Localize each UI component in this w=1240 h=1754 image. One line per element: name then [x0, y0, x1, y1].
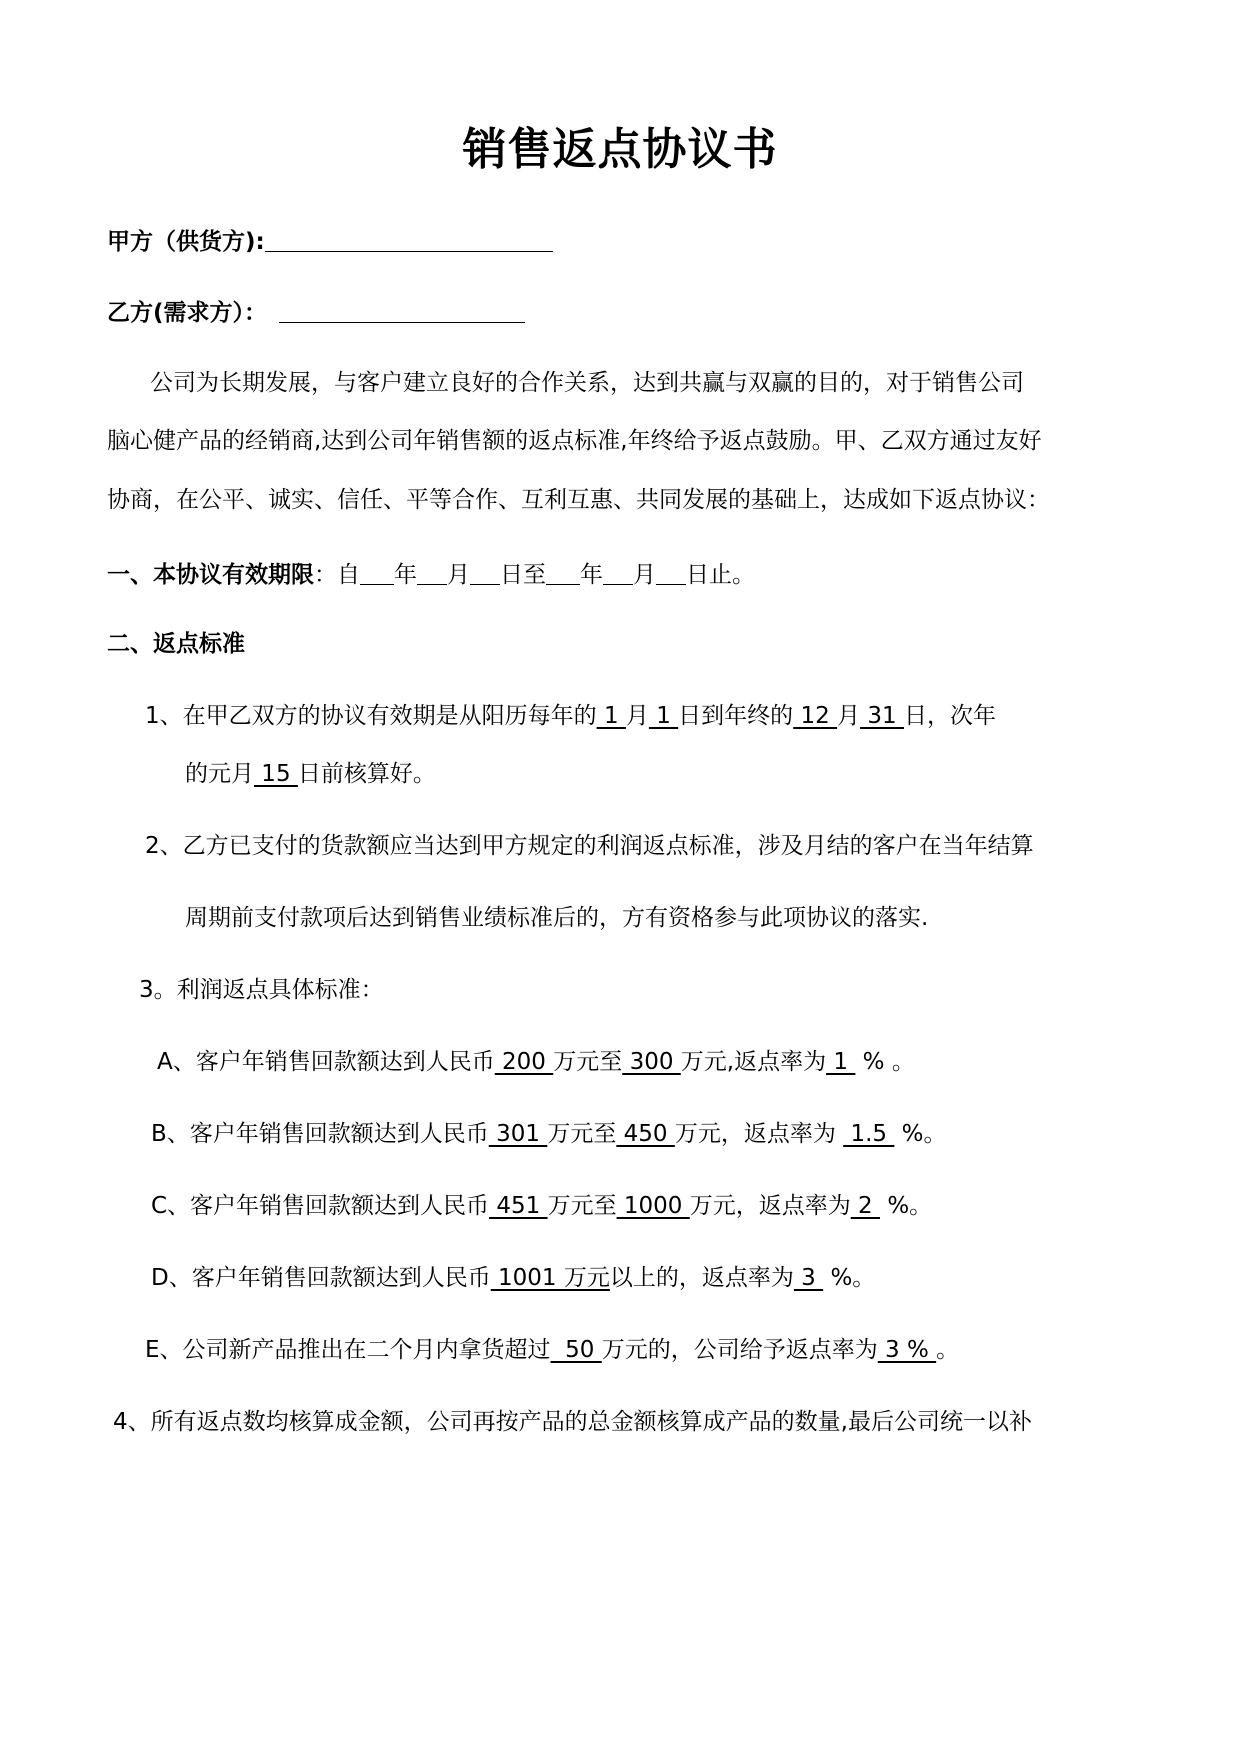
tier-text: 万元,返点率为	[680, 1049, 827, 1075]
tier-e-amount: 50	[550, 1337, 602, 1363]
intro-line-3: 协商，在公平、诚实、信任、平等合作、互利互惠、共同发展的基础上，达成如下返点协议：	[107, 487, 1050, 513]
item2-line-1: 2、乙方已支付的货款额应当达到甲方规定的利润返点标准，涉及月结的客户在当年结算	[145, 833, 1034, 859]
section1-text: 月	[633, 562, 656, 588]
tier-b	[151, 1123, 947, 1146]
tier-d-rate: 3	[793, 1265, 824, 1291]
tier-text: %。	[880, 1193, 933, 1219]
start-month-value: 1	[596, 703, 626, 729]
party-a-line	[107, 229, 553, 254]
tier-text: 。	[936, 1337, 960, 1363]
section2-heading: 二、返点标准	[107, 631, 245, 657]
tier-b-min: 301	[488, 1121, 548, 1147]
section1-text: 年	[580, 562, 603, 588]
tier-text: A、客户年销售回款额达到人民币	[157, 1049, 495, 1075]
item1-text: 月	[837, 703, 861, 729]
item1-text: 月	[625, 703, 649, 729]
tier-b-max: 450	[616, 1121, 675, 1147]
tier-a-rate: 1	[826, 1049, 856, 1075]
section1-text: 年	[394, 562, 417, 588]
tier-c-max: 1000	[616, 1193, 690, 1219]
section1-line	[107, 562, 755, 587]
section1-heading: 一、本协议有效期限	[107, 562, 314, 588]
tier-text: 万元至	[547, 1193, 617, 1219]
tier-text: % 。	[855, 1049, 915, 1075]
tier-a-min: 200	[494, 1049, 554, 1075]
settle-day-value: 15	[254, 761, 298, 787]
item1-text: 1、在甲乙双方的协议有效期是从阳历每年的	[145, 703, 597, 729]
party-a-label: 甲方（供货方):	[107, 229, 265, 255]
tier-text: 万元至	[547, 1121, 617, 1147]
tier-c-rate: 2	[850, 1193, 881, 1219]
section1-text: 日止。	[686, 562, 755, 588]
item2-line-2: 周期前支付款项后达到销售业绩标准后的，方有资格参与此项协议的落实.	[185, 905, 929, 931]
item4-line-1: 4、所有返点数均核算成金额，公司再按产品的总金额核算成产品的数量,最后公司统一以补	[113, 1409, 1032, 1435]
tier-a	[157, 1051, 915, 1074]
intro-line-1: 公司为长期发展，与客户建立良好的合作关系，达到共赢与双赢的目的，对于销售公司	[150, 370, 1024, 396]
tier-text: 以上的，返点率为	[609, 1265, 794, 1291]
party-b-blank[interactable]	[279, 300, 525, 323]
start-year-blank[interactable]	[360, 562, 394, 585]
party-b-label: 乙方(需求方）：	[107, 300, 268, 326]
end-month-blank[interactable]	[603, 562, 633, 585]
end-day-value: 31	[860, 703, 904, 729]
tier-d-min: 1001 万元	[490, 1265, 610, 1291]
end-month-value: 12	[793, 703, 838, 729]
document-title: 销售返点协议书	[462, 124, 778, 175]
tier-text: %。	[894, 1121, 947, 1147]
party-a-blank[interactable]	[265, 229, 553, 252]
tier-a-max: 300	[622, 1049, 681, 1075]
tier-text: D、客户年销售回款额达到人民币	[151, 1265, 491, 1291]
section1-text: ：自	[314, 562, 360, 588]
tier-c	[151, 1195, 932, 1218]
tier-text: C、客户年销售回款额达到人民币	[151, 1193, 490, 1219]
tier-d	[151, 1267, 875, 1290]
end-year-blank[interactable]	[546, 562, 580, 585]
item3-line: 3。利润返点具体标准：	[139, 977, 384, 1003]
tier-text: E、公司新产品推出在二个月内拿货超过	[145, 1337, 551, 1363]
section1-text: 月	[447, 562, 470, 588]
tier-e	[145, 1339, 959, 1362]
item1-text: 日，次年	[903, 703, 996, 729]
tier-text: 万元，返点率为	[689, 1193, 851, 1219]
tier-text: 万元至	[553, 1049, 623, 1075]
item1-text: 的元月	[185, 761, 254, 787]
tier-b-rate: 1.5	[843, 1121, 895, 1147]
intro-line-2: 脑心健产品的经销商,达到公司年销售额的返点标准,年终给予返点鼓励。甲、乙双方通过友好	[107, 428, 1042, 454]
tier-text: B、客户年销售回款额达到人民币	[151, 1121, 489, 1147]
item1-text: 日到年终的	[678, 703, 794, 729]
tier-text: %。	[823, 1265, 876, 1291]
party-b-line	[107, 300, 525, 325]
section1-text: 日至	[500, 562, 546, 588]
start-month-blank[interactable]	[417, 562, 447, 585]
start-day-value: 1	[648, 703, 679, 729]
tier-text: 万元，返点率为	[674, 1121, 844, 1147]
item1-line-2	[185, 763, 436, 786]
tier-c-min: 451	[489, 1193, 548, 1219]
start-day-blank[interactable]	[470, 562, 500, 585]
item1-line-1	[145, 705, 996, 728]
end-day-blank[interactable]	[656, 562, 686, 585]
item1-text: 日前核算好。	[297, 761, 436, 787]
tier-e-rate: 3 %	[877, 1337, 937, 1363]
tier-text: 万元的，公司给予返点率为	[601, 1337, 878, 1363]
